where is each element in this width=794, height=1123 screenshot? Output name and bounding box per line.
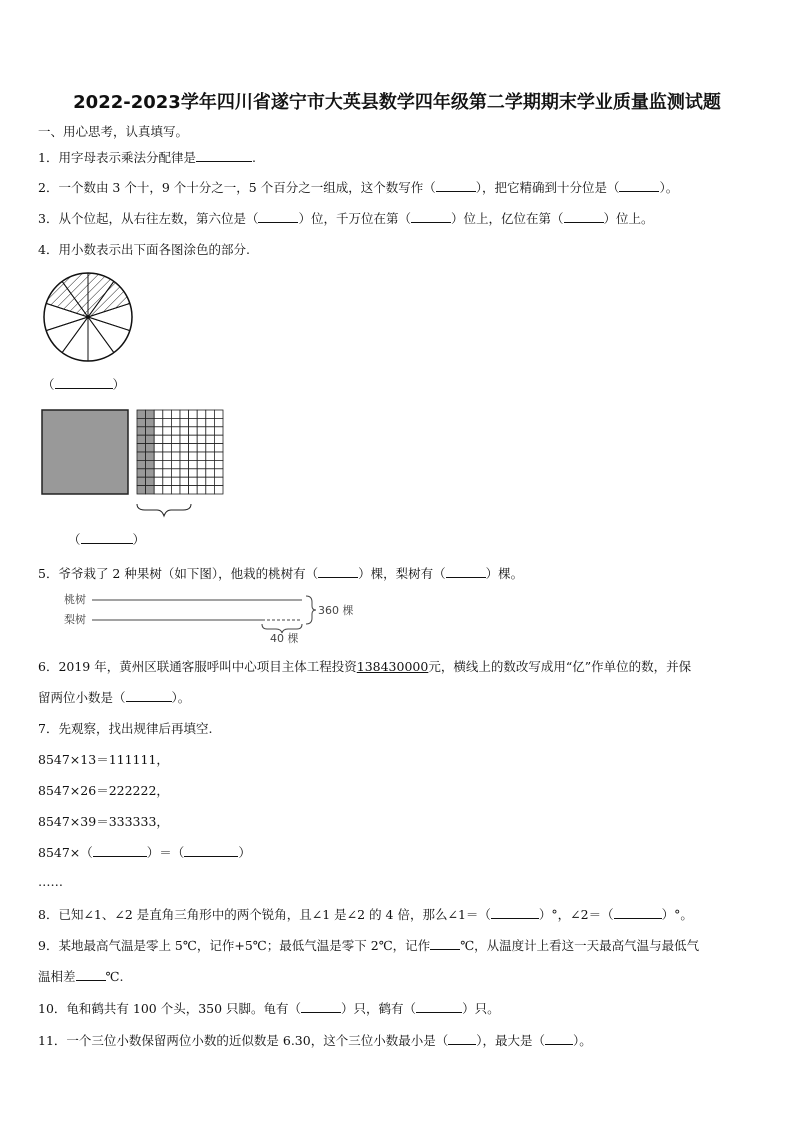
grid-cell [206,477,215,485]
answer-blank[interactable] [196,150,252,162]
answer-blank[interactable] [448,1033,476,1045]
answer-blank[interactable] [81,532,133,544]
question-9: 9．某地最高气温是零上 5℃，记作+5℃；最低气温是零下 2℃，记作 ℃，从温度计上看这一天最高气温与最低气 [38,938,700,953]
answer-blank[interactable] [411,211,451,223]
question-text: 用字母表示乘法分配律是 [58,150,196,165]
grid-cell [206,418,215,426]
answer-blank[interactable] [436,180,476,192]
shaded-cell [146,452,155,460]
grid-cell [171,460,180,468]
shaded-cell [137,410,146,418]
grid-cell [189,452,198,460]
underlined-amount: 138430000 [356,659,429,674]
question-number: 8． [38,907,59,922]
grid-cell [163,486,172,494]
shaded-cell [137,469,146,477]
grid-cell [206,486,215,494]
question-number: 5． [38,566,59,581]
page-title: 2022-2023学年四川省遂宁市大英县数学四年级第二学期期末学业质量监测试题 [73,92,721,113]
grid-cell [154,410,163,418]
grid-cell [214,418,223,426]
grid-cell [180,460,189,468]
answer-blank[interactable] [318,566,358,578]
grid-cell [154,452,163,460]
shaded-cell [146,444,155,452]
grid-cell [206,452,215,460]
question-4: 4．用小数表示出下面各图涂色的部分. [38,242,250,257]
question-6-line2: 留两位小数是（ ）。 [38,690,191,705]
equation-2: 8547×26＝222222， [38,783,169,798]
answer-blank[interactable] [446,566,486,578]
grid-cell [206,469,215,477]
grid-cell [154,435,163,443]
answer-blank[interactable] [93,845,147,857]
grid-cell [163,410,172,418]
grid-cell [154,460,163,468]
answer-blank[interactable] [545,1033,573,1045]
question-6: 6．2019 年，黄州区联通客服呼叫中心项目主体工程投资138430000元，横线上的数改写成用“亿”作单位的数，并保 [38,659,692,674]
grid-cell [197,435,206,443]
decimal-grid-figure [40,408,226,520]
grid-cell [214,444,223,452]
question-7: 7．先观察，找出规律后再填空. [38,721,213,736]
grid-cell [180,427,189,435]
shaded-cell [146,477,155,485]
answer-blank[interactable] [430,938,460,950]
grid-cell [206,427,215,435]
grid-cell [171,444,180,452]
grid-cell [214,410,223,418]
shaded-cell [146,435,155,443]
grid-cell [171,418,180,426]
question-number: 1． [38,150,59,165]
question-number: 3． [38,211,59,226]
answer-paren-grid: （ ） [68,532,146,547]
answer-blank[interactable] [491,907,539,919]
grid-cell [197,410,206,418]
shaded-cell [137,477,146,485]
grid-cell [163,460,172,468]
question-number: 9． [38,938,59,953]
grid-cell [206,444,215,452]
question-9-line2: 温相差 ℃. [38,969,124,984]
grid-cell [214,435,223,443]
grid-cell [214,477,223,485]
grid-cell [189,410,198,418]
shaded-cell [137,435,146,443]
grid-cell [180,410,189,418]
sector [46,317,88,353]
grid-cell [189,427,198,435]
grid-cell [214,452,223,460]
grid-cell [171,435,180,443]
grid-cell [197,486,206,494]
grid-cell [189,435,198,443]
shaded-cell [137,418,146,426]
grid-cell [171,452,180,460]
question-number: 2． [38,180,59,195]
shaded-cell [137,452,146,460]
equation-3: 8547×39＝333333， [38,814,169,829]
sector [88,317,130,353]
answer-blank[interactable] [184,845,238,857]
grid-cell [206,410,215,418]
answer-blank[interactable] [76,969,106,981]
answer-blank[interactable] [258,211,298,223]
grid-cell [171,469,180,477]
grid-cell [197,452,206,460]
grid-cell [163,469,172,477]
grid-cell [154,486,163,494]
grid-cell [154,444,163,452]
question-11: 11．一个三位小数保留两位小数的近似数是 6.30，这个三位小数最小是（ ），最大是（ ）。 [38,1033,592,1048]
answer-blank[interactable] [614,907,662,919]
grid-cell [163,452,172,460]
grid-cell [171,410,180,418]
question-number: 6． [38,659,59,674]
pear-label: 梨树 [64,613,86,626]
grid-cell [197,460,206,468]
grid-cell [180,418,189,426]
grid-cell [214,427,223,435]
answer-blank[interactable] [416,1001,462,1013]
shaded-cell [137,444,146,452]
grid-cell [197,418,206,426]
grid-cell [206,435,215,443]
grid-cell [214,469,223,477]
grid-cell [214,460,223,468]
grid-cell [189,486,198,494]
answer-blank[interactable] [619,180,659,192]
shaded-cell [137,460,146,468]
equation-4: 8547×（ ）＝（ ） [38,845,251,860]
shaded-cell [137,486,146,494]
grid-cell [189,460,198,468]
ellipsis: …… [38,874,63,889]
shaded-cell [146,427,155,435]
answer-paren-circle: （ ） [42,377,126,392]
grid-cell [189,477,198,485]
grid-cell [180,452,189,460]
grid-cell [197,427,206,435]
grid-cell [197,444,206,452]
total-label: 360 棵 [318,604,354,617]
equation-1: 8547×13＝111111， [38,752,169,767]
grid-cell [206,460,215,468]
tree-line-diagram [62,590,372,646]
answer-blank[interactable] [55,377,113,389]
circle-fraction-figure [42,271,134,363]
question-1: 1．用字母表示乘法分配律是 . [38,150,256,165]
question-number: 4． [38,242,59,257]
question-8: 8．已知∠1、∠2 是直角三角形中的两个锐角，且∠1 是∠2 的 4 倍，那么∠1＝（ ）°，∠2＝（ ）°。 [38,907,693,922]
grid-cell [189,469,198,477]
question-2: 2．一个数由 3 个十，9 个十分之一，5 个百分之一组成，这个数写作（ ），把它精确到十分位是（ ）。 [38,180,679,195]
grid-cell [180,486,189,494]
shaded-cell [137,427,146,435]
question-number: 7． [38,721,59,736]
question-number: 11． [38,1033,67,1048]
grid-cell [154,477,163,485]
shaded-cell [146,469,155,477]
grid-cell [197,469,206,477]
difference-label: 40 棵 [270,632,299,645]
grid-cell [154,469,163,477]
answer-blank[interactable] [564,211,604,223]
question-10: 10．龟和鹤共有 100 个头，350 只脚。龟有（ ）只，鹤有（ ）只。 [38,1001,500,1016]
grid-cell [154,427,163,435]
question-5: 5．爷爷栽了 2 种果树（如下图），他栽的桃树有（ ）棵，梨树有（ ）棵。 [38,566,524,581]
grid-cell [163,418,172,426]
question-number: 10． [38,1001,67,1016]
grid-cell [163,427,172,435]
grid-cell [163,444,172,452]
answer-blank[interactable] [126,690,172,702]
grid-cell [163,435,172,443]
section-heading: 一、用心思考，认真填写。 [38,124,189,139]
grid-cell [180,477,189,485]
shaded-cell [146,460,155,468]
grid-cell [180,435,189,443]
grid-cell [189,418,198,426]
shaded-cell [146,418,155,426]
grid-cell [171,477,180,485]
grid-cell [171,427,180,435]
grid-cell [214,486,223,494]
grid-cell [163,477,172,485]
grid-cell [189,444,198,452]
question-3: 3．从个位起，从右往左数，第六位是（ ）位，千万位在第（ ）位上，亿位在第（ ）位上。 [38,211,654,226]
grid-cell [171,486,180,494]
shaded-cell [146,410,155,418]
grid-cell [180,444,189,452]
shaded-cell [146,486,155,494]
peach-label: 桃树 [64,593,86,606]
answer-blank[interactable] [301,1001,341,1013]
grid-cell [154,418,163,426]
grid-cell [180,469,189,477]
grid-cell [197,477,206,485]
